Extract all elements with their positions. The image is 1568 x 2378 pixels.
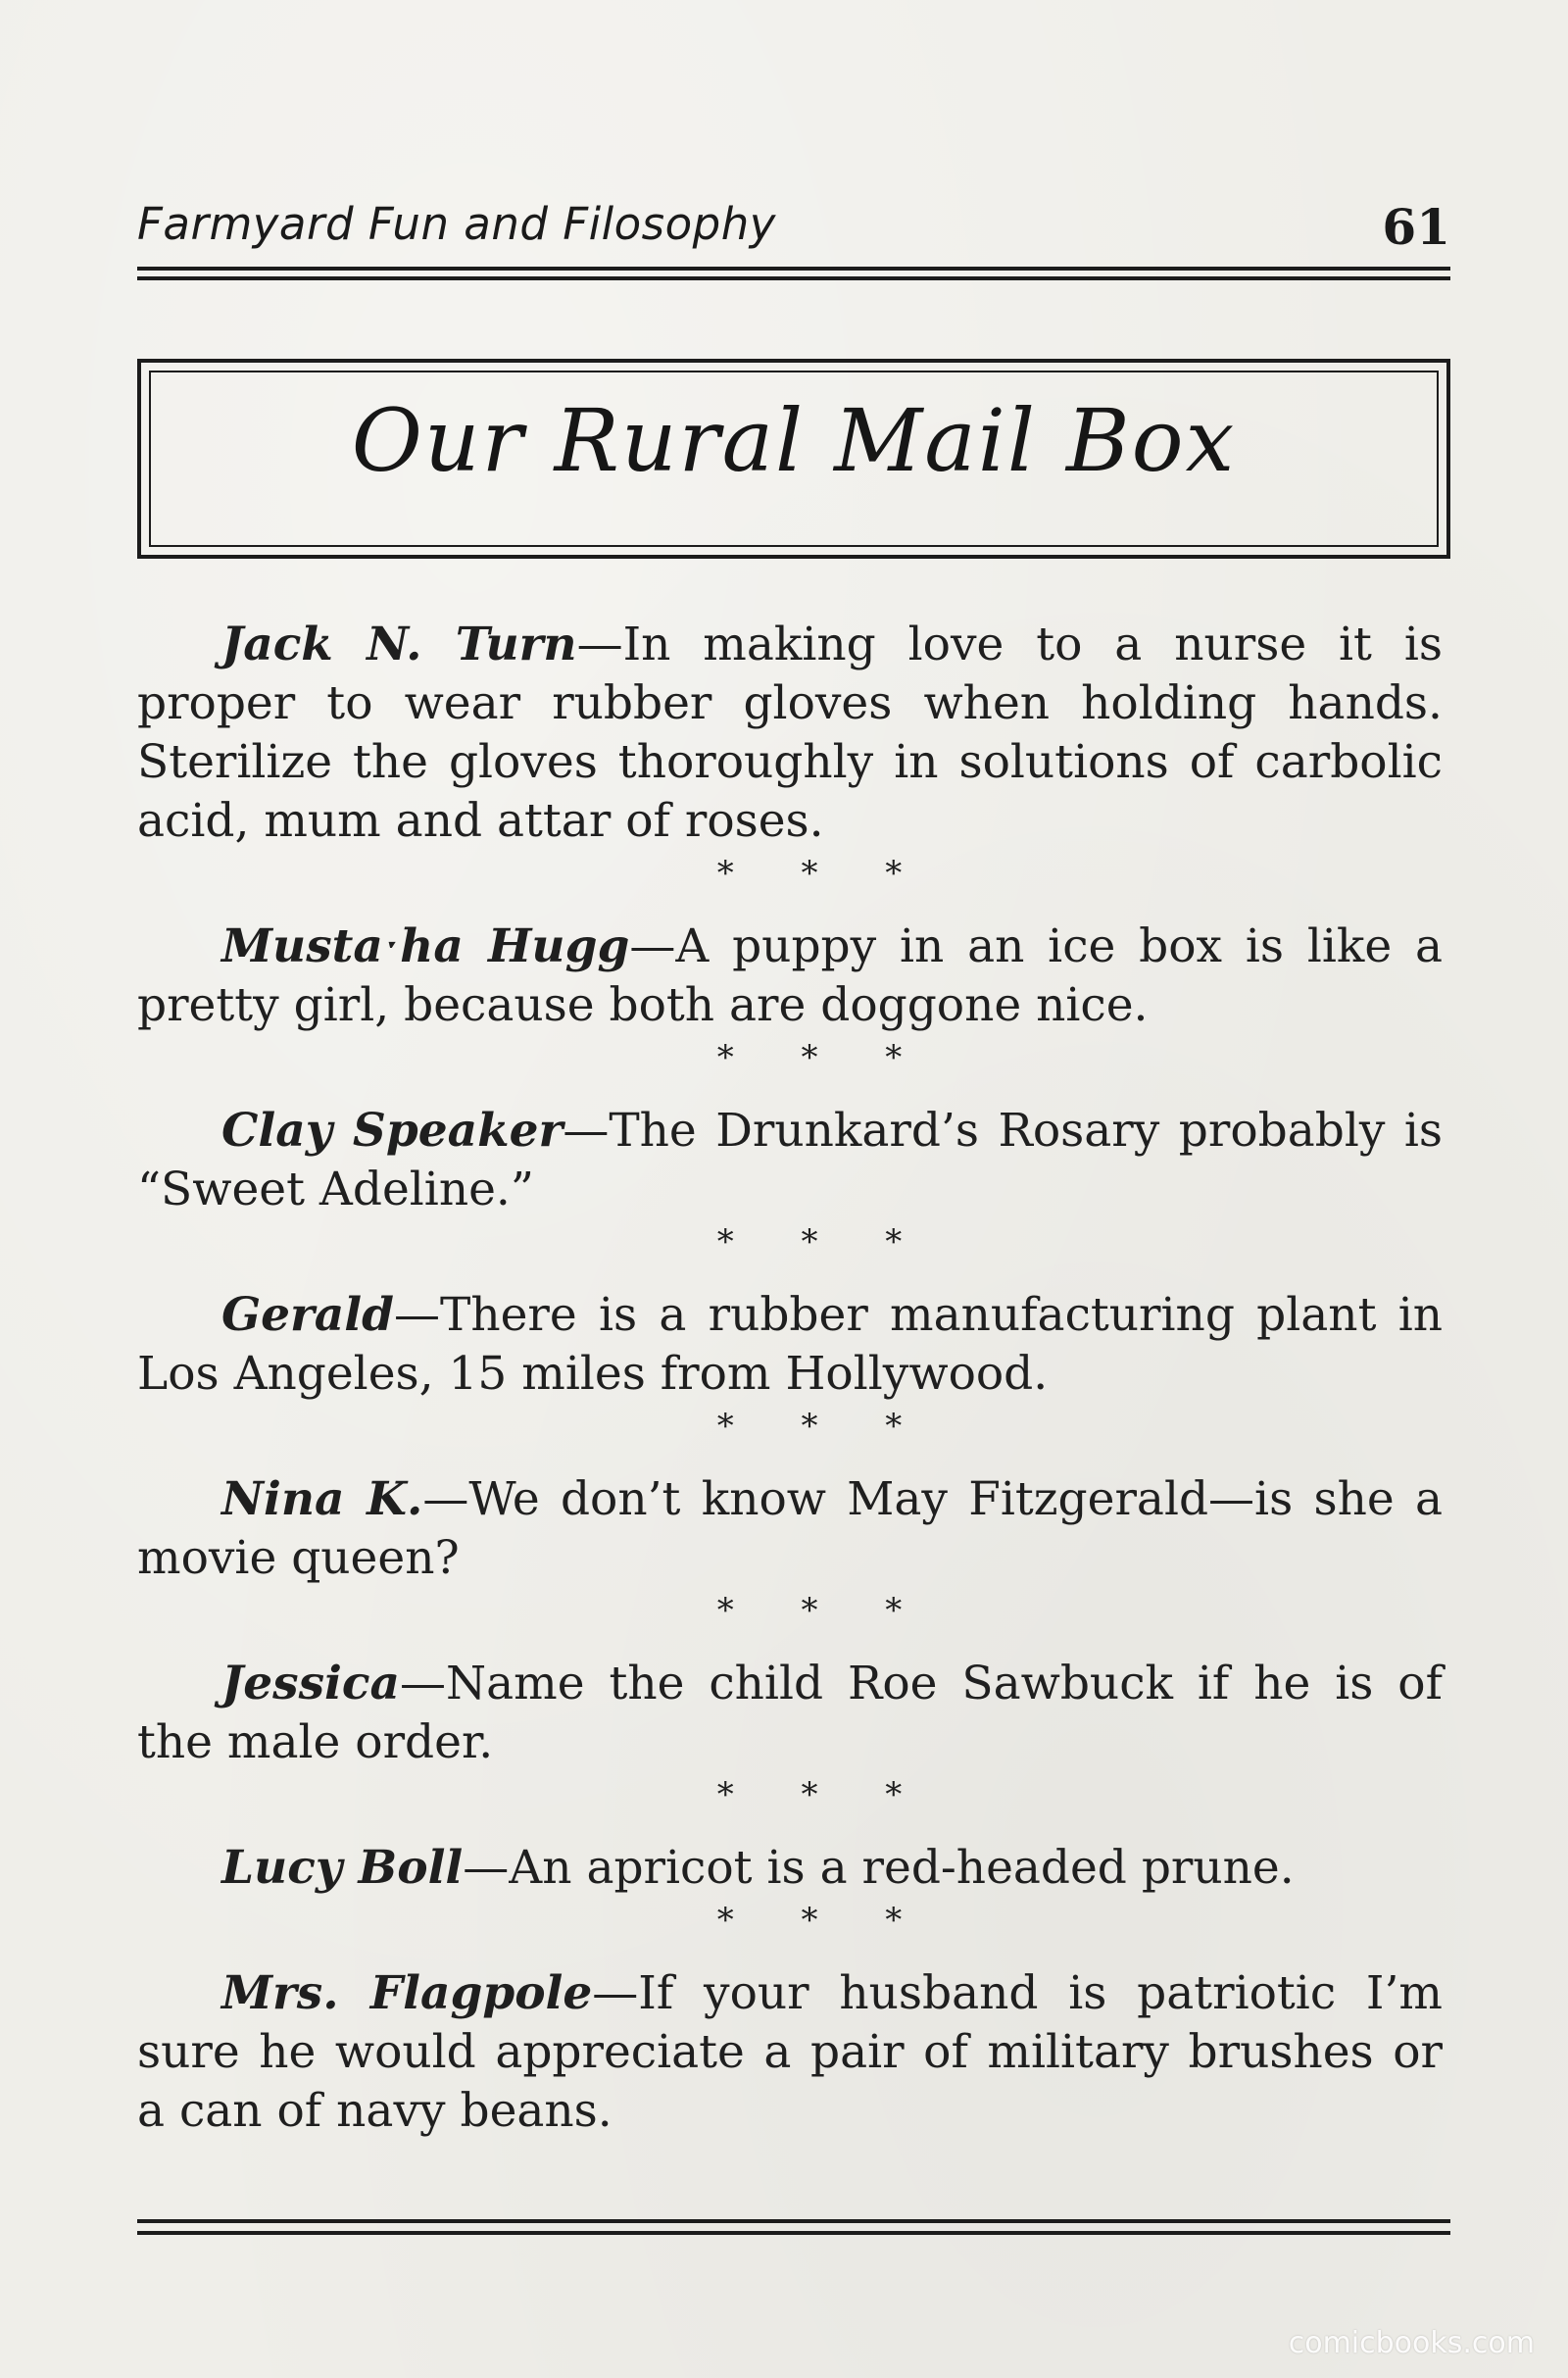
entry-mustapha-hugg — [137, 917, 1443, 1035]
entry-jessica — [137, 1655, 1443, 1772]
separator: * * * — [716, 854, 903, 893]
entry-nina-k — [137, 1470, 1443, 1588]
entry-clay-speaker — [137, 1102, 1443, 1219]
running-head — [137, 198, 1450, 257]
entry-name: Clay Speaker — [221, 1104, 564, 1158]
separator: * * * — [716, 1038, 903, 1077]
entry-text: —We don’t know May Fitzgerald—is she a movie queen? — [137, 1472, 1444, 1585]
entry-text: —An apricot is a red-headed prune. — [463, 1841, 1295, 1895]
entry-name: Nina K. — [221, 1472, 423, 1526]
entry-text: —There is a rubber manufacturing plant in Los Angeles, 15 miles from Hollywood. — [137, 1288, 1443, 1401]
separator: * * * — [716, 1775, 903, 1814]
header-rule-top — [137, 267, 1450, 271]
page-number: 61 — [1382, 198, 1450, 256]
entry-text: —Name the child Roe Sawbuck if he is of the male order. — [137, 1657, 1443, 1769]
entry-name: Mrs. Flagpole — [221, 1966, 593, 2020]
separator: * * * — [716, 1222, 903, 1262]
mail-box-entries — [137, 616, 1443, 2141]
watermark: comicbooks.com — [1288, 2326, 1535, 2360]
entry-name: Jack N. Turn — [221, 618, 577, 671]
separator: * * * — [716, 1407, 903, 1446]
section-title: Our Rural Mail Box — [351, 390, 1237, 491]
entry-text: —A puppy in an ice box is like a pretty girl, because both are doggone nice. — [137, 919, 1443, 1032]
entry-jack-n-turn — [137, 616, 1443, 851]
entry-name: Mustaˑha Hugg — [221, 919, 630, 973]
separator: * * * — [716, 1591, 903, 1630]
entry-text: —The Drunkard’s Rosary probably is “Sweet Adeline.” — [137, 1104, 1444, 1216]
entry-text: —If your husband is patriotic I’m sure he would appreciate a pair of military brushes or a can of navy beans. — [137, 1966, 1443, 2138]
title-box — [137, 359, 1450, 559]
entry-name: Gerald — [221, 1288, 394, 1342]
entry-mrs-flagpole — [137, 1964, 1443, 2141]
running-title: Farmyard Fun and Filosophy — [137, 198, 776, 250]
entry-lucy-boll — [137, 1839, 1443, 1898]
entry-name: Jessica — [221, 1657, 400, 1710]
entry-gerald — [137, 1286, 1443, 1404]
footer-rule-top — [137, 2219, 1450, 2223]
entry-name: Lucy Boll — [221, 1841, 464, 1895]
separator: * * * — [716, 1901, 903, 1940]
footer-rule-bottom — [137, 2231, 1450, 2235]
header-rule-bottom — [137, 276, 1450, 280]
entry-text: —In making love to a nurse it is proper to wear rubber gloves when holding hands. Sterilize the gloves thoroughly in solutions of carbolic acid, mum and attar of roses. — [137, 618, 1443, 848]
